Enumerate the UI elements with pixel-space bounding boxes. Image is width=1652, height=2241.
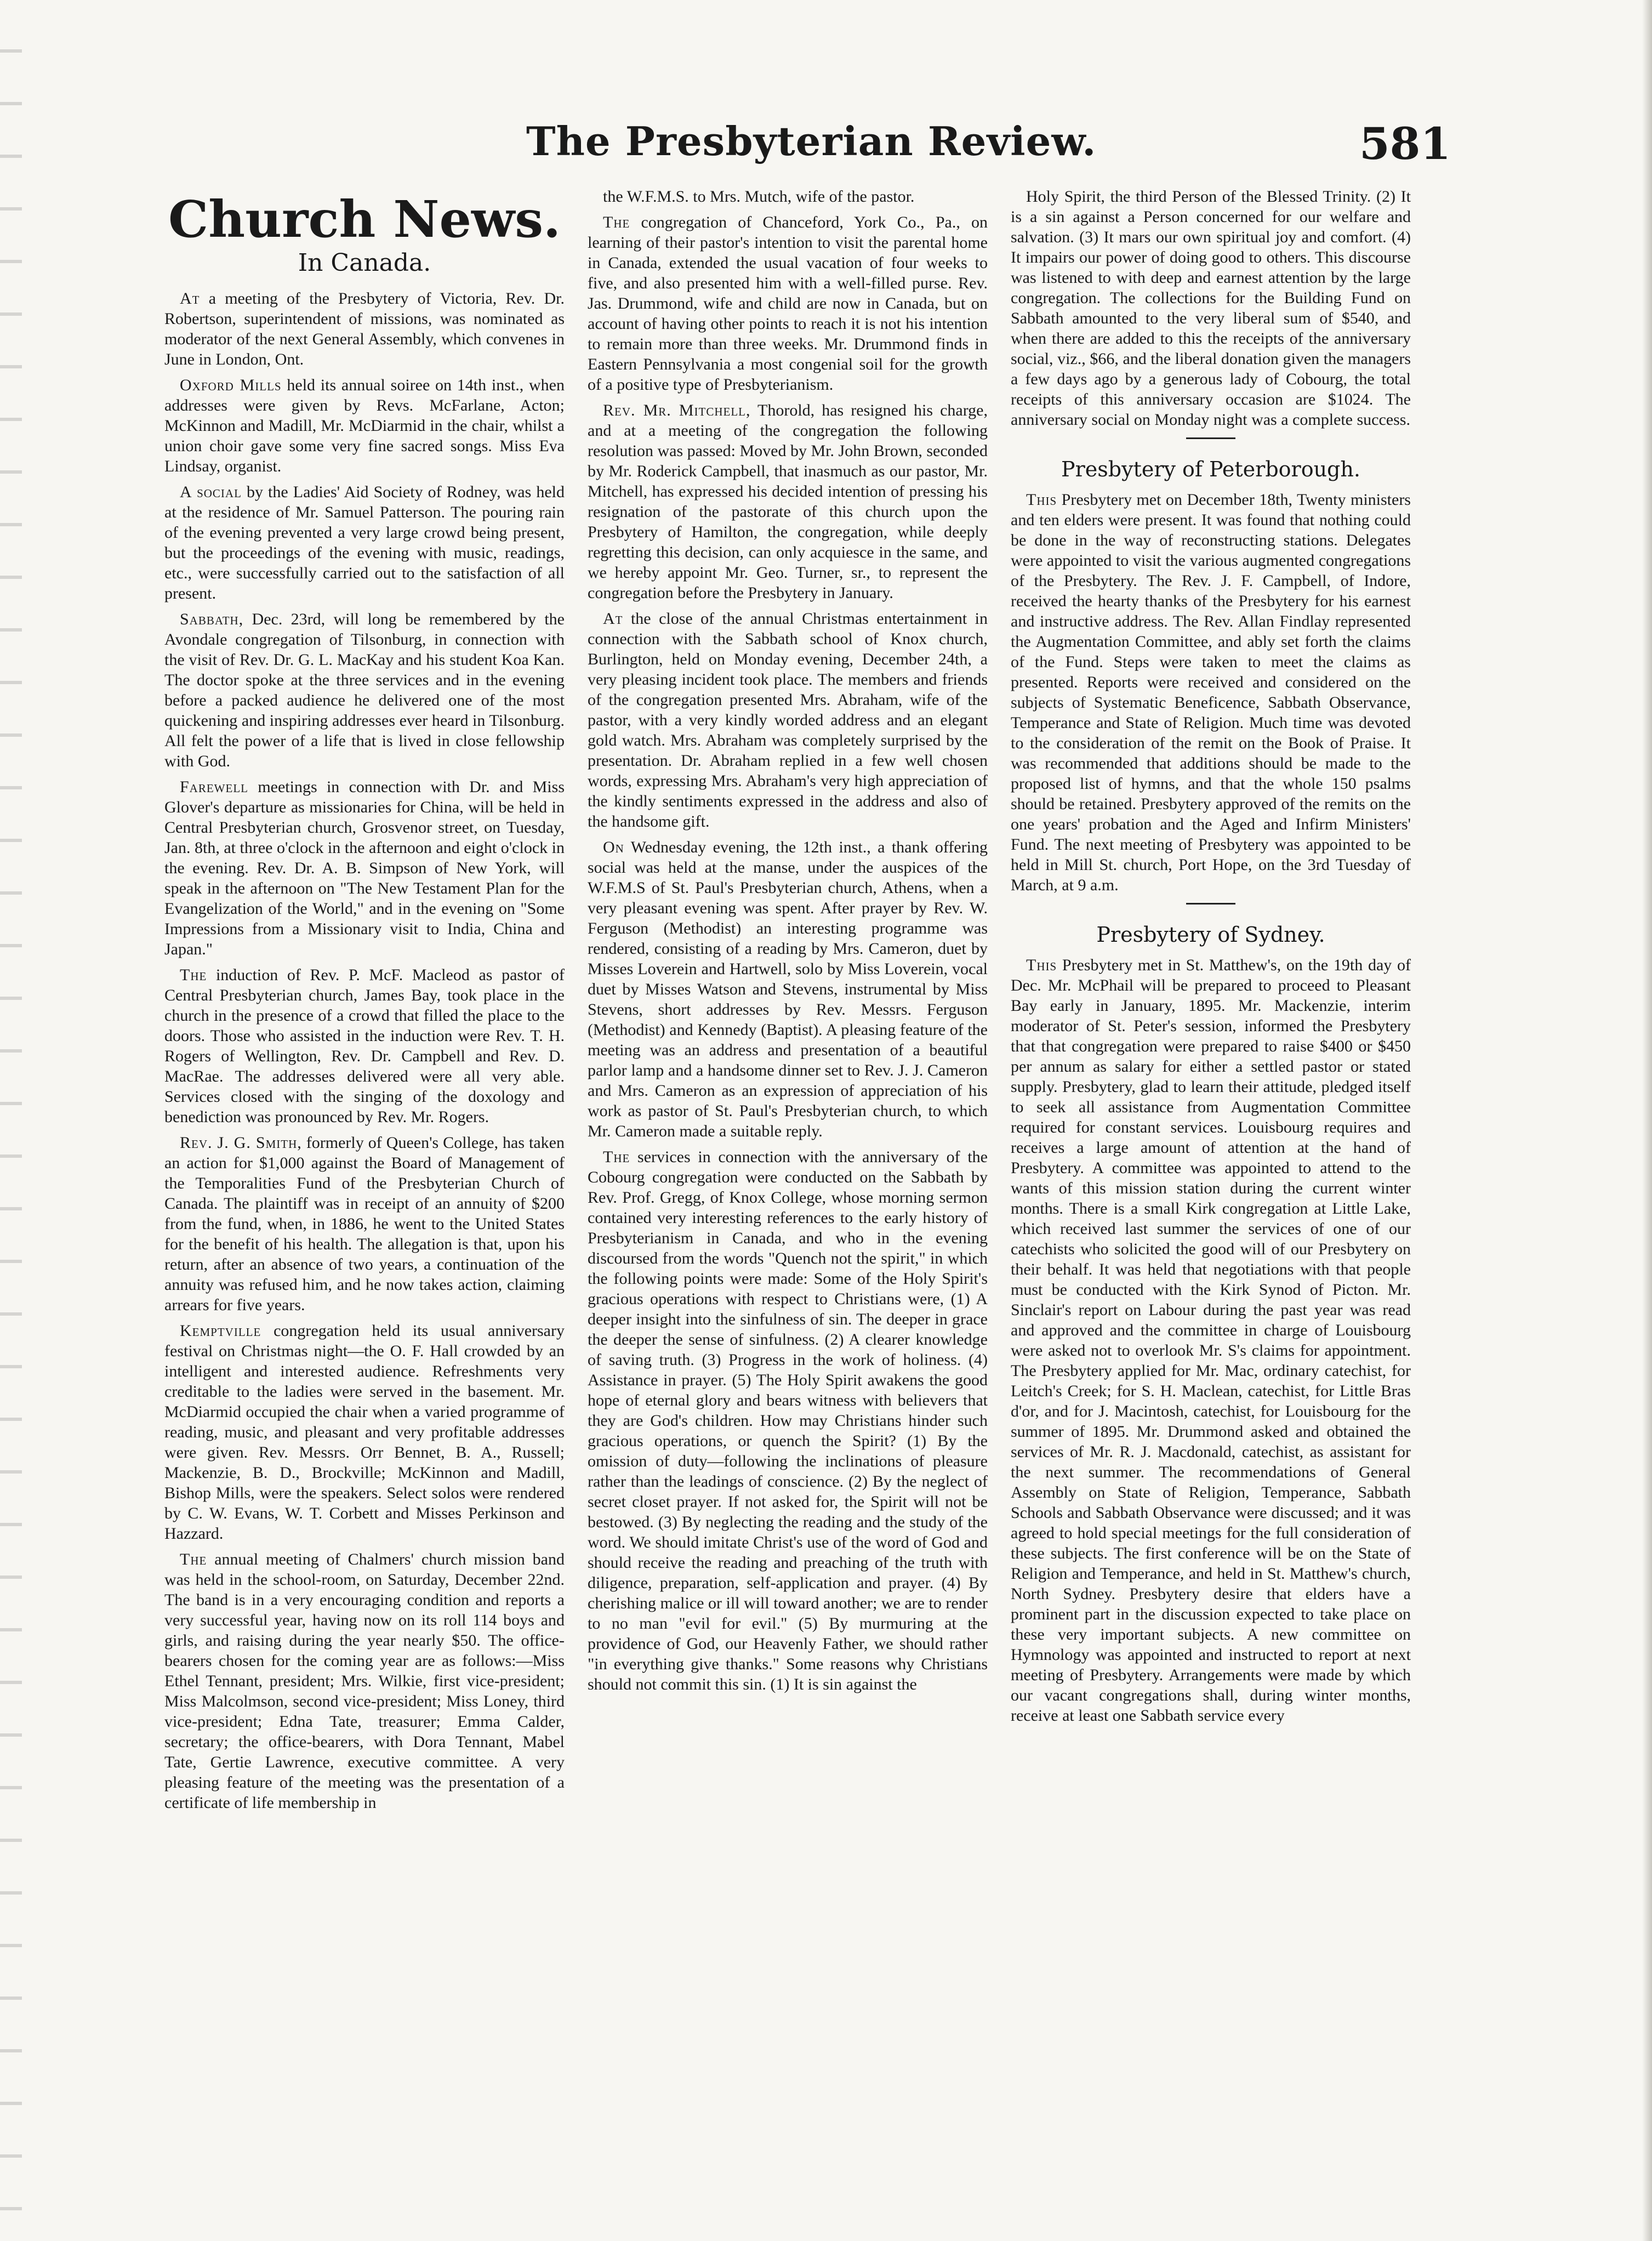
page-number: 581 bbox=[1359, 118, 1451, 169]
paragraph-text: Thorold, has resigned his charge, and at a meeting of the congregation the following resolution was passed: Moved by Mr. John Brown, seconded by Mr. Roderick Campbell, that inasmuch as our pastor, Mr. Mitchell, has expressed his decided intention of pressing his resignation of the pastorate of this church upon the Presbytery of Hamilton, the congregation, while deeply regretting this decision, can only acquiesce in the same, and we hereby appoint Mr. Geo. Turner, sr., to represent the congregation before the Presbytery in January. bbox=[588, 401, 988, 602]
paragraph-text: the W.F.M.S. to Mrs. Mutch, wife of the pastor. bbox=[603, 187, 915, 206]
paragraph-text: a meeting of the Presbytery of Victoria, Rev. Dr. Robertson, superintendent of missions, was nominated as moderator of the next General Assembly, which convenes in June in London, Ont. bbox=[164, 289, 565, 368]
column-2 bbox=[588, 186, 988, 2226]
section-divider bbox=[1186, 903, 1235, 905]
news-paragraph bbox=[588, 212, 988, 395]
paragraph-text: annual meeting of Chalmers' church mission band was held in the school-room, on Saturday, December 22nd. The band is in a very encouraging condition and reports a very successful year, having now on its roll 114 boys and girls, and raising during the year nearly $50. The office-bearers chosen for the coming year are as follows:—Miss Ethel Tennant, president; Mrs. Wilkie, first vice-president; Miss Malcolmson, second vice-president; Miss Loney, third vice-president; Edna Tate, treasurer; Emma Calder, secretary; the office-bearers, with Dora Tennant, Mabel Tate, Gertie Lawrence, executive committee. A very pleasing feature of the meeting was the presentation of a certificate of life membership in bbox=[164, 1550, 565, 1812]
scan-edge-left bbox=[0, 0, 22, 2241]
news-paragraph bbox=[164, 1133, 565, 1315]
news-paragraph bbox=[588, 400, 988, 603]
paragraph-text: formerly of Queen's College, has taken an action for $1,000 against the Board of Management of the Temporalities Fund of the Presbyterian Church of Canada. The plaintiff was in receipt of an annuity of $200 from the fund, when, in 1886, he went to the United States for the benefit of his health. The allegation is that, upon his return, after an absence of two years, a continuation of the annuity was refused him, and he now takes action, claiming arrears for five years. bbox=[164, 1134, 565, 1314]
paragraph-text: held its annual soiree on 14th inst., when addresses were given by Revs. McFarlane, Acton; McKinnon and Madill, Mr. McDiarmid in the chair, whilst a union choir gave some very fine sacred songs. Miss Eva Lindsay, organist. bbox=[164, 376, 565, 475]
news-paragraph bbox=[1011, 186, 1411, 430]
paragraph-lead: Kemptville bbox=[180, 1322, 261, 1340]
news-paragraph bbox=[164, 375, 565, 476]
paragraph-text: congregation of Chanceford, York Co., Pa., on learning of their pastor's intention to visit the parental home in Canada, extended the usual vacation of four weeks to five, and also presented him with a well-filled purse. Rev. Jas. Drummond, wife and child are now in Canada, but on account of having other points to reach it is not his intention to remain more than three weeks. Mr. Drummond finds in Eastern Pennsylvania a most congenial soil for the growth of a positive type of Presbyterianism. bbox=[588, 213, 988, 394]
paragraph-lead: A social bbox=[180, 483, 242, 501]
paragraph-lead: The bbox=[180, 966, 207, 984]
news-paragraph bbox=[164, 482, 565, 604]
column-3 bbox=[1011, 186, 1411, 2226]
paragraph-text: Dec. 23rd, will long be remembered by the Avondale congregation of Tilsonburg, in connection with the visit of Rev. Dr. G. L. MacKay and his student Koa Kan. The doctor spoke at the three services and in the evening before a packed audience he delivered one of the most quickening and inspiring addresses ever heard in Tilsonburg. All felt the power of a life that is lived in close fellowship with God. bbox=[164, 610, 565, 770]
paragraph-lead: This bbox=[1026, 491, 1057, 509]
paragraph-lead: On bbox=[603, 838, 624, 856]
column-2-body bbox=[588, 186, 988, 1694]
column-1-body bbox=[164, 288, 565, 1813]
news-paragraph bbox=[164, 288, 565, 369]
news-paragraph bbox=[164, 1549, 565, 1813]
news-paragraph bbox=[1011, 955, 1411, 1726]
masthead-title: The Presbyterian Review. bbox=[526, 118, 1097, 164]
paragraph-text: services in connection with the anniversary of the Cobourg congregation were conducted on the Sabbath by Rev. Prof. Gregg, of Knox College, whose morning sermon contained very interesting references to the early history of Presbyterianism in Canada, and who in the evening discoursed from the words "Quench not the spirit," in which the following points were made: Some of the Holy Spirit's gracious operations with respect to Christians were, (1) A deeper insight into the sinfulness of sin. The deeper in grace the deeper the sense of sinfulness. (2) A clearer knowledge of saving truth. (3) Progress in the work of holiness. (4) Assistance in prayer. (5) The Holy Spirit awakens the good hope of eternal glory and bears witness with believers that they are God's children. How may Christians hinder such gracious operations, or quench the Spirit? (1) By the omission of duty—following the inclinations of pleasure rather than the leadings of conscience. (2) By the neglect of secret closet prayer. If not asked for, the Spirit will not be bestowed. (3) By neglecting the reading and the study of the word. We should imitate Christ's use of the word of God and should receive the reading and preaching of the truth with diligence, preparation, self-application and prayer. (4) By cherishing malice or ill will toward another; we are to render to no man "evil for evil." (5) By murmuring at the providence of God, our Heavenly Father, we should rather "in everything give thanks." Some reasons why Christians should not commit this sin. (1) It is sin against the bbox=[588, 1148, 988, 1693]
scan-edge-right bbox=[1642, 0, 1652, 2241]
news-paragraph bbox=[164, 965, 565, 1127]
news-paragraph bbox=[588, 837, 988, 1141]
paragraph-lead: Rev. J. G. Smith, bbox=[180, 1134, 302, 1152]
news-paragraph bbox=[164, 609, 565, 771]
paragraph-text: Presbytery met on December 18th, Twenty ministers and ten elders were present. It was found that nothing could be done in the way of reconstructing stations. Delegates were appointed to visit the various augmented congregations of the Presbytery. The Rev. J. F. Campbell, of Indore, received the hearty thanks of the Presbytery for his earnest and instructive address. The Rev. Allan Findlay represented the Augmentation Committee, and ably set forth the claims of the Fund. Steps were taken to meet the claims as presented. Reports were received and considered on the subjects of Systematic Beneficence, Sabbath Observance, Temperance and State of Religion. Much time was devoted to the consideration of the remit on the Book of Praise. It was recommended that additions should be made to the proposed list of hymns, and that the whole 150 psalms should be retained. Presbytery approved of the remits on the one years' probation and the Aged and Infirm Ministers' Fund. The next meeting of Presbytery was appointed to be held in Mill St. church, Port Hope, on the 3rd Tuesday of March, at 9 a.m. bbox=[1011, 491, 1411, 894]
paragraph-lead: At bbox=[180, 289, 200, 308]
news-paragraph bbox=[588, 608, 988, 832]
paragraph-lead: Sabbath, bbox=[180, 610, 244, 628]
paragraph-lead: Oxford Mills bbox=[180, 376, 282, 394]
section-divider bbox=[1186, 437, 1235, 439]
news-paragraph bbox=[588, 1147, 988, 1694]
column-1 bbox=[164, 186, 565, 2226]
news-paragraph bbox=[164, 1321, 565, 1544]
news-paragraph bbox=[164, 777, 565, 959]
paragraph-text: Presbytery met in St. Matthew's, on the 19th day of Dec. Mr. McPhail will be prepared to proceed to Pleasant Bay early in January, 1895. Mr. Mackenzie, interim moderator of St. Peter's session, informed the Presbytery that that congregation were prepared to raise $400 or $450 per annum as salary for either a settled pastor or stated supply. Presbytery, glad to learn their attitude, pledged itself to seek all assistance from Augmentation Committee required for constant services. Louisbourg requires and receives a large amount of attention at the hand of Presbytery. A committee was appointed to attend to the wants of this mission station during the current winter months. There is a small Kirk congregation at Little Lake, which received last summer the services of one of our catechists who solicited the good will of our Presbytery on their behalf. It was held that negotiations with that people must be conducted with the Kirk Synod of Picton. Mr. Sinclair's report on Labour during the past year was read and approved and the committee in charge of Louisbourg were asked not to overlook Mr. S's claims for appointment. The Presbytery applied for Mr. Mac, ordinary catechist, for Leitch's Creek; for S. H. Maclean, catechist, for Little Bras d'or, and for J. Macintosh, catechist, for Louisbourg for the summer of 1895. Mr. Drummond asked and obtained the services of Mr. R. J. Macdonald, catechist, as assistant for the next summer. The recommendations of General Assembly on State of Religion, Temperance, Sabbath Schools and Sabbath Observance were discussed; and it was agreed to hold special meetings for the full consideration of these subjects. The first conference will be on the State of Religion and Temperance, and held in St. Matthew's church, North Sydney. Presbytery desire that elders have a prominent part in the discussion expected to take place on these very important subjects. A new committee on Hymnology was appointed and instructed to report at next meeting of Presbytery. Arrangements were made by which our vacant congregations shall, during winter months, receive at least one Sabbath service every bbox=[1011, 956, 1411, 1725]
news-paragraph bbox=[1011, 490, 1411, 895]
paragraph-lead: Farewell bbox=[180, 778, 248, 796]
paragraph-lead: The bbox=[180, 1550, 207, 1568]
paragraph-text: Wednesday evening, the 12th inst., a thank offering social was held at the manse, under the auspices of the W.F.M.S of St. Paul's Presbyterian church, Athens, when a very pleasant evening was spent. After prayer by Rev. W. Ferguson (Methodist) an interesting programme was rendered, consisting of a reading by Mrs. Cameron, duet by Misses Loverein and Hartwell, solo by Miss Loverein, vocal duet by Misses Watson and Stevens, instrumental by Miss Stevens, short addresses by Rev. Messrs. Ferguson (Methodist) and Kennedy (Baptist). A pleasing feature of the meeting was an address and presentation of a beautiful parlor lamp and a handsome dinner set to Rev. J. J. Cameron and Mrs. Cameron as an expression of appreciation of his work as pastor of St. Paul's Presbyterian church, to which Mr. Cameron made a suitable reply. bbox=[588, 838, 988, 1140]
subsection-heading: Presbytery of Sydney. bbox=[1096, 923, 1325, 947]
subsection-heading: Presbytery of Peterborough. bbox=[1061, 457, 1360, 481]
paragraph-text: meetings in connection with Dr. and Miss Glover's departure as missionaries for China, will be held in Central Presbyterian church, Grosvenor street, on Tuesday, Jan. 8th, at three o'clock in the afternoon and eight o'clock in the evening. Rev. Dr. A. B. Simpson of New York, will speak in the afternoon on "The New Testament Plan for the Evangelization of the World," and in the evening on "Some Impressions from a Missionary visit to India, China and Japan." bbox=[164, 778, 565, 958]
paragraph-lead: The bbox=[603, 213, 630, 231]
paragraph-text: by the Ladies' Aid Society of Rodney, was held at the residence of Mr. Samuel Patterson. The pouring rain of the evening prevented a very large crowd being present, but the proceedings of the evening with music, readings, etc., were successfully carried out to the satisfaction of all present. bbox=[164, 483, 565, 602]
paragraph-text: the close of the annual Christmas entertainment in connection with the Sabbath school of Knox church, Burlington, held on Monday evening, December 24th, a very pleasing incident took place. The members and friends of the congregation presented Mrs. Abraham, wife of the pastor, with a very kindly worded address and an elegant gold watch. Mrs. Abraham was completely surprised by the presentation. Dr. Abraham replied in a few well chosen words, expressing Mrs. Abraham's very high appreciation of the kindly sentiments expressed in the address and also of the handsome gift. bbox=[588, 610, 988, 831]
paragraph-text: induction of Rev. P. McF. Macleod as pastor of Central Presbyterian church, James Bay, took place in the church in the presence of a crowd that filled the place to the doors. Those who assisted in the induction were Rev. T. H. Rogers of Wellington, Rev. Dr. Campbell and Rev. D. MacRae. The addresses delivered were all very able. Services closed with the singing of the doxology and benediction was pronounced by Rev. Mr. Rogers. bbox=[164, 966, 565, 1126]
paragraph-lead: This bbox=[1026, 956, 1057, 974]
paragraph-text: congregation held its usual anniversary festival on Christmas night—the O. F. Hall crowded by an intelligent and interested audience. Refreshments very creditable to the ladies were served in the basement. Mr. McDiarmid occupied the chair when a varied programme of reading, music, and pleasant and very profitable addresses were given. Rev. Messrs. Orr Bennet, B. A., Russell; Mackenzie, B. D., Brockville; McKinnon and Madill, Bishop Mills, were the speakers. Select solos were rendered by C. W. Evans, W. T. Corbett and Misses Perkinson and Hazzard. bbox=[164, 1322, 565, 1543]
paragraph-lead: At bbox=[603, 610, 623, 628]
paragraph-lead: The bbox=[603, 1148, 630, 1166]
paragraph-lead: Rev. Mr. Mitchell, bbox=[603, 401, 751, 419]
section-title: Church News. bbox=[168, 190, 561, 249]
column-3-body bbox=[1011, 186, 1411, 1726]
section-subtitle: In Canada. bbox=[298, 249, 431, 277]
paragraph-text: Holy Spirit, the third Person of the Blessed Trinity. (2) It is a sin against a Person concerned for our welfare and salvation. (3) It mars our own spiritual joy and comfort. (4) It impairs our power of doing good to others. This discourse was listened to with deep and earnest attention by the large congregation. The collections for the Building Fund on Sabbath amounted to the very liberal sum of $540, and when there are added to this the receipts of the anniversary social, viz., $66, and the liberal donation given the managers a few days ago by a generous lady of Cobourg, the total receipts of this anniversary occasion are $1024. The anniversary social on Monday night was a complete success. bbox=[1011, 187, 1411, 429]
news-paragraph bbox=[588, 186, 988, 207]
